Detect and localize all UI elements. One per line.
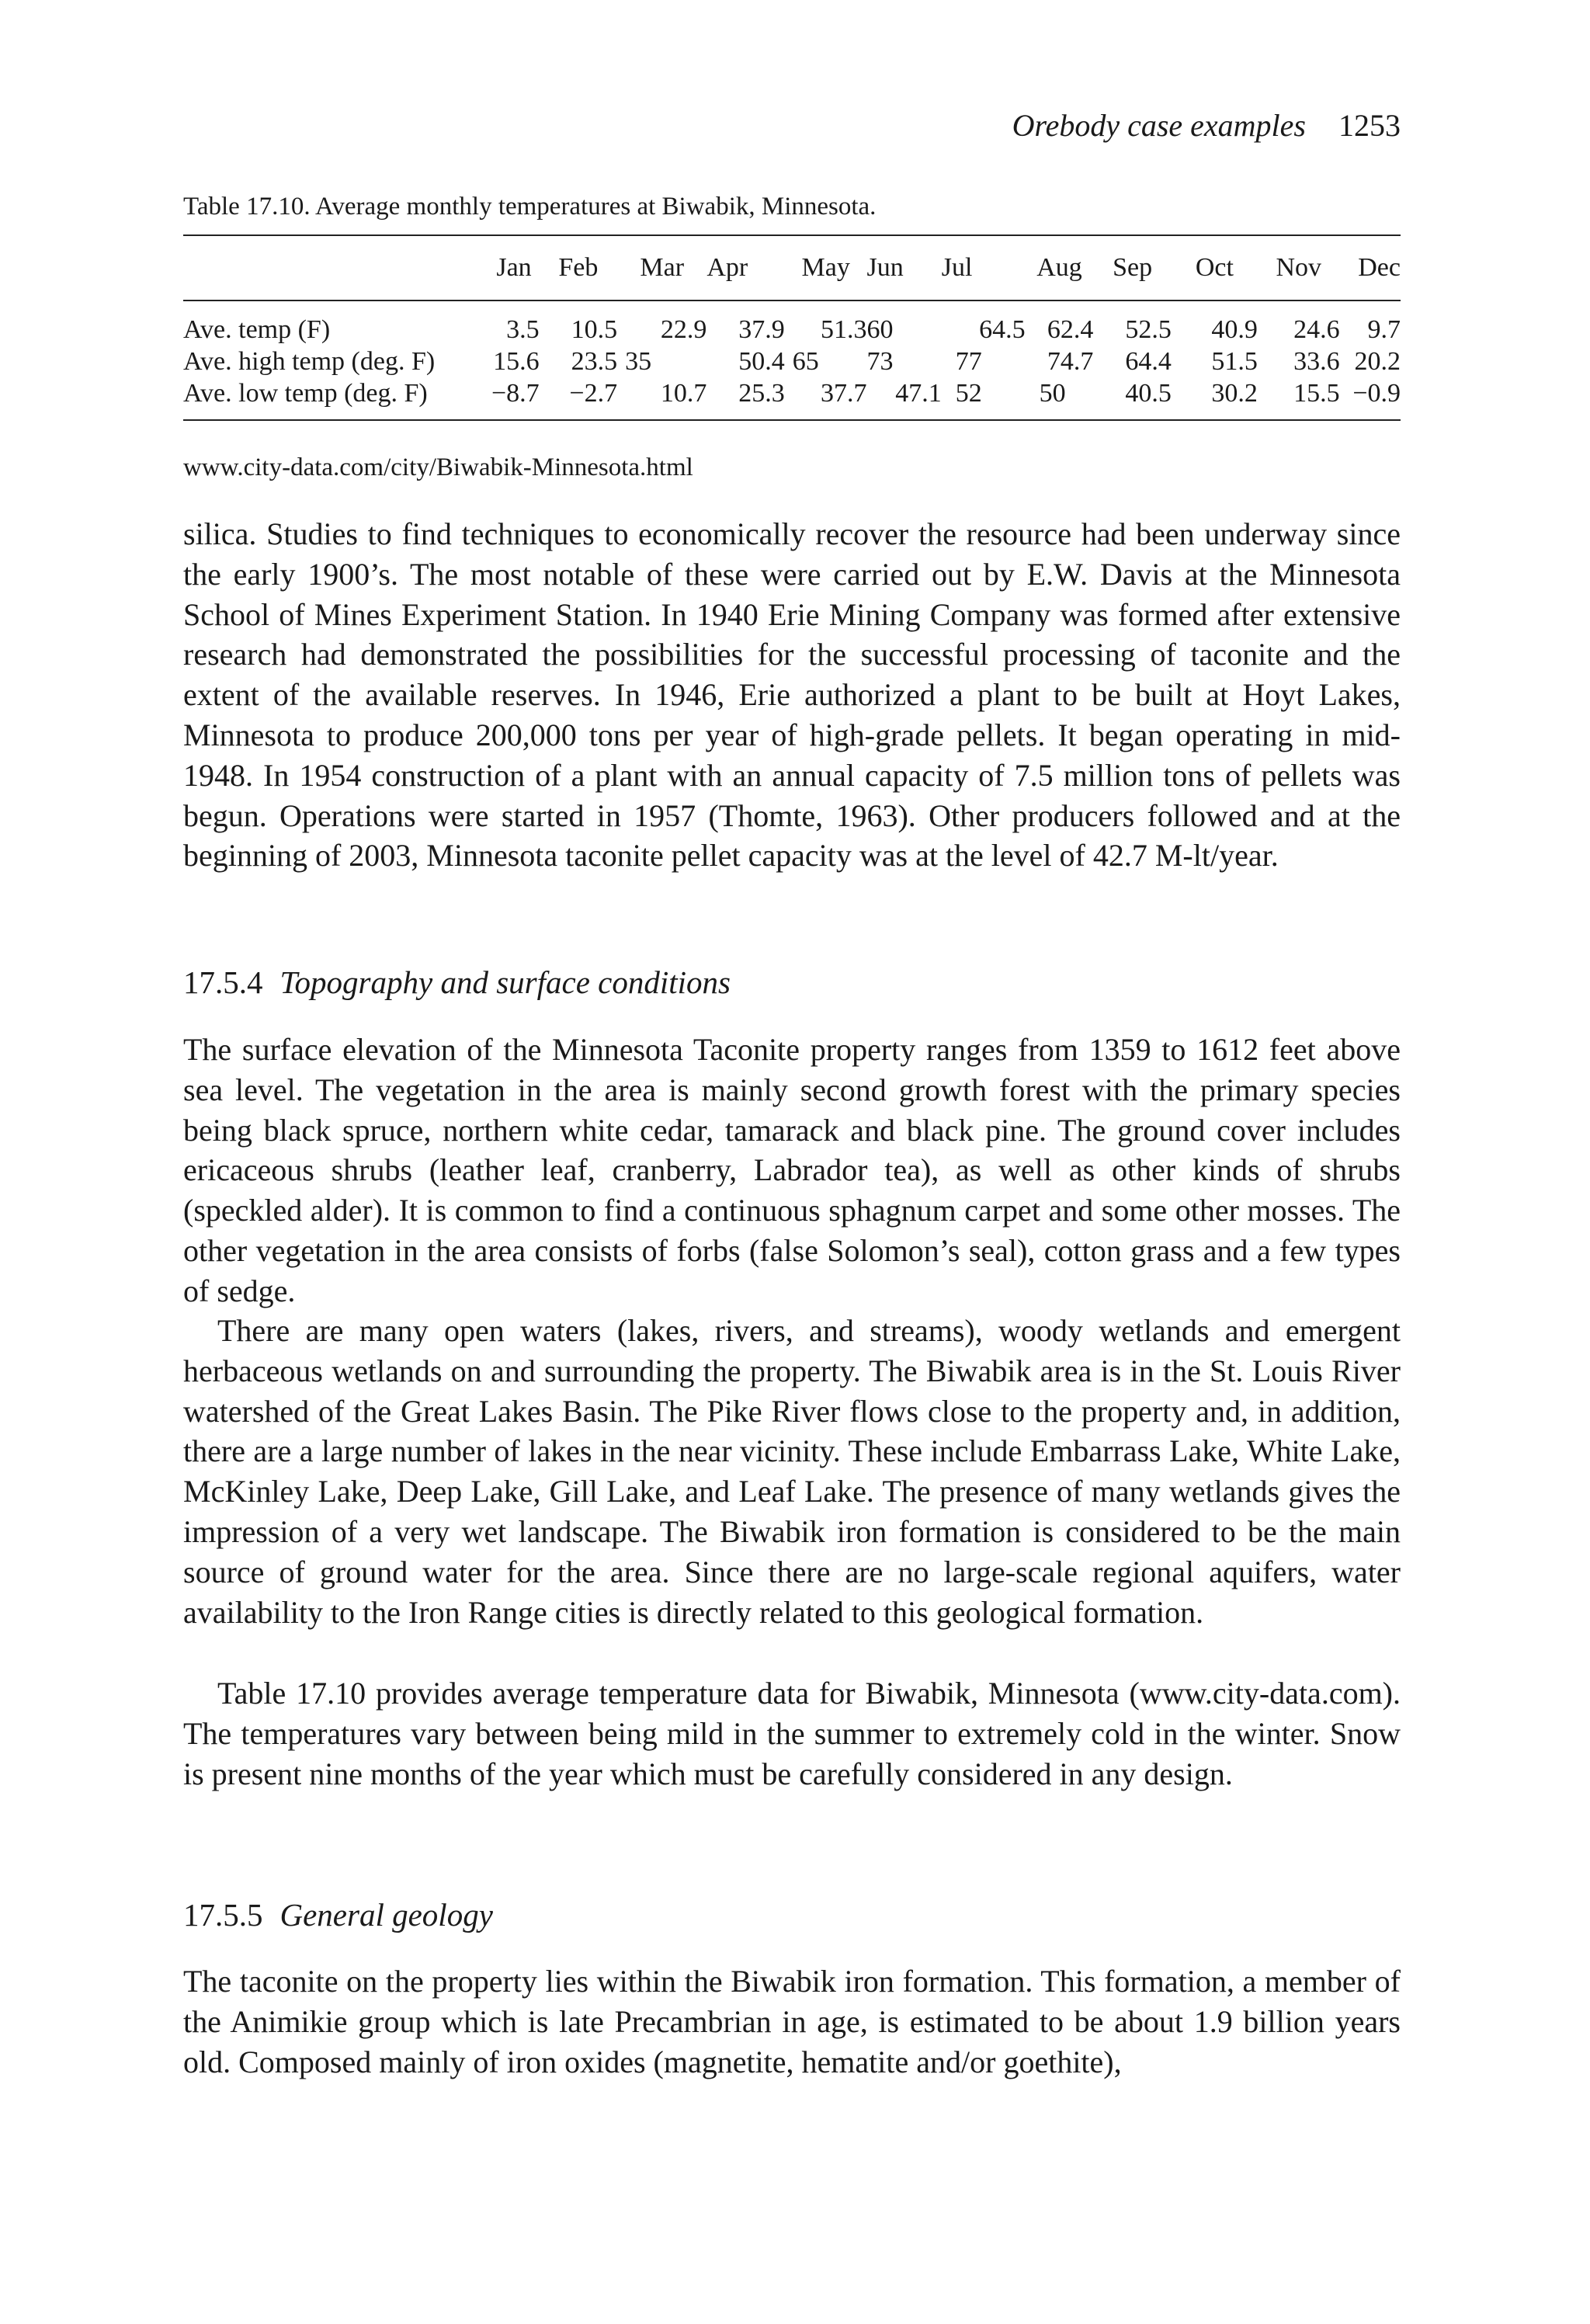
- table-cell: 30.2: [1172, 379, 1258, 420]
- table-cell: 50.4: [738, 347, 785, 376]
- column-header: Apr: [706, 235, 784, 300]
- table-source-note: www.city-data.com/city/Biwabik-Minnesota.html: [183, 453, 693, 481]
- table-cell: 35: [625, 347, 652, 376]
- table-cell: −2.7: [540, 379, 617, 420]
- section-heading: [183, 1895, 493, 1934]
- table-cell: 64.4: [1125, 347, 1172, 376]
- section-heading: [183, 963, 731, 1002]
- table-cell: 51.3: [821, 315, 867, 344]
- body-paragraph: The surface elevation of the Minnesota Taconite property ranges from 1359 to 1612 feet above sea level. The vegetation in the area is mainly second growth forest with the primary species being black spruce, northern white cedar, tamarack and black pine. The ground cover includes ericaceous shrubs (leather leaf, cranberry, Labrador tea), as well as other kinds of shrubs (speckled alder). It is common to find a continuous sphagnum carpet and some other mosses. The other vegetation in the area consists of forbs (false Solomon’s seal), cotton grass and a few types of sedge.: [183, 1032, 1401, 1308]
- table-cell: 77: [955, 347, 982, 376]
- column-header: Jul: [942, 235, 1026, 300]
- table-cell: 62.4: [1047, 315, 1094, 344]
- table-row: [183, 345, 1401, 379]
- table-cell: 52.5: [1125, 315, 1172, 344]
- table-cell: 47.1: [867, 379, 942, 420]
- table-cell: 73: [866, 347, 894, 376]
- running-head: [1012, 107, 1401, 144]
- table-cell: 20.2: [1354, 347, 1401, 376]
- section-title: General geology: [279, 1897, 493, 1933]
- temperature-table: [183, 234, 1401, 421]
- column-header: Jun: [867, 235, 942, 300]
- column-header: May: [785, 235, 867, 300]
- column-header: Oct: [1172, 235, 1258, 300]
- row-label: Ave. low temp (deg. F): [183, 379, 488, 420]
- table-cell: 37.9: [738, 315, 785, 344]
- table-cell: 9.7: [1367, 315, 1401, 344]
- running-head-title: Orebody case examples: [1012, 108, 1306, 143]
- body-paragraph: There are many open waters (lakes, rivers, and streams), woody wetlands and emergent herbaceous wetlands on and surrounding the property. The Biwabik area is in the St. Louis River watershed of the Great Lakes Basin. The Pike River flows close to the property and, in addition, there are a large number of lakes in the near vicinity. These include Embarrass Lake, White Lake, McKinley Lake, Deep Lake, Gill Lake, and Leaf Lake. The presence of many wetlands gives the impression of a very wet landscape. The Biwabik iron formation is considered to be the main source of ground water for the area. Since there are no large-scale regional aquifers, water availability to the Iron Range cities is directly related to this geological formation.: [183, 1313, 1401, 1630]
- body-paragraph: The taconite on the property lies within the Biwabik iron formation. This formation, a member of the Animikie group which is late Precambrian in age, is estimated to be about 1.9 billion years old. Composed mainly of iron oxides (magnetite, hematite and/or goethite),: [183, 1964, 1401, 2079]
- body-paragraph: silica. Studies to find techniques to economically recover the resource had been underway since the early 1900’s. The most notable of these were carried out by E.W. Davis at the Minnesota School of Mines Experiment Station. In 1940 Erie Mining Company was formed after extensive research had demonstrated the possibilities for the successful processing of taconite and the extent of the available reserves. In 1946, Erie authorized a plant to be built at Hoyt Lakes, Minnesota to produce 200,000 tons per year of high-grade pellets. It began operating in mid-1948. In 1954 construction of a plant with an annual capacity of 7.5 million tons of pellets was begun. Operations were started in 1957 (Thomte, 1963). Other producers followed and at the beginning of 2003, Minnesota taconite pellet capacity was at the level of 42.7 M-lt/year.: [183, 516, 1401, 874]
- table-header-row: [183, 235, 1401, 300]
- table-cell: −8.7: [488, 379, 539, 420]
- table-cell: 15.6: [493, 347, 540, 376]
- section-title: Topography and surface conditions: [279, 964, 731, 1000]
- table-cell: 25.3: [706, 379, 784, 420]
- body-paragraph: Table 17.10 provides average temperature data for Biwabik, Minnesota (www.city-data.com). The temperatures vary between being mild in the summer to extremely cold in the winter. Snow is present nine months of the year which must be carefully considered in any design.: [183, 1676, 1401, 1791]
- row-label: Ave. temp (F): [183, 315, 331, 344]
- table-cell: 24.6: [1293, 315, 1340, 344]
- row-label: Ave. high temp (deg. F): [183, 347, 436, 376]
- column-header: Jan: [488, 235, 539, 300]
- table-cell: 22.9: [660, 315, 707, 344]
- column-header: Sep: [1093, 235, 1171, 300]
- table-cell: −0.9: [1340, 379, 1401, 420]
- column-header: Dec: [1340, 235, 1401, 300]
- section-number: 17.5.4: [183, 964, 263, 1000]
- table-row: [183, 300, 1401, 345]
- table-cell: 64.5: [979, 315, 1026, 344]
- table-cell: 40.9: [1211, 315, 1258, 344]
- column-header: Nov: [1258, 235, 1340, 300]
- column-header: Mar: [617, 235, 706, 300]
- table-cell: 33.6: [1293, 347, 1340, 376]
- column-header: Feb: [540, 235, 617, 300]
- table-cell: 65: [792, 347, 819, 376]
- table-cell: 74.7: [1047, 347, 1094, 376]
- column-header: Aug: [1026, 235, 1094, 300]
- table-cell: 23.5: [571, 347, 618, 376]
- table-cell: 40.5: [1093, 379, 1171, 420]
- section-number: 17.5.5: [183, 1897, 263, 1933]
- table-cell: 10.5: [571, 315, 618, 344]
- page-number: 1253: [1338, 108, 1401, 143]
- table-cell: 37.7: [785, 379, 867, 420]
- table-cell: 52: [942, 379, 1026, 420]
- table-cell: 10.7: [617, 379, 706, 420]
- table-caption: Table 17.10. Average monthly temperatures at Biwabik, Minnesota.: [183, 193, 877, 221]
- table-row: [183, 379, 1401, 420]
- table-cell: 60: [866, 315, 894, 344]
- table-cell: 3.5: [506, 315, 540, 344]
- table-cell: 51.5: [1211, 347, 1258, 376]
- table-cell: 15.5: [1258, 379, 1340, 420]
- table-cell: 50: [1026, 379, 1094, 420]
- table-corner-cell: [183, 235, 488, 300]
